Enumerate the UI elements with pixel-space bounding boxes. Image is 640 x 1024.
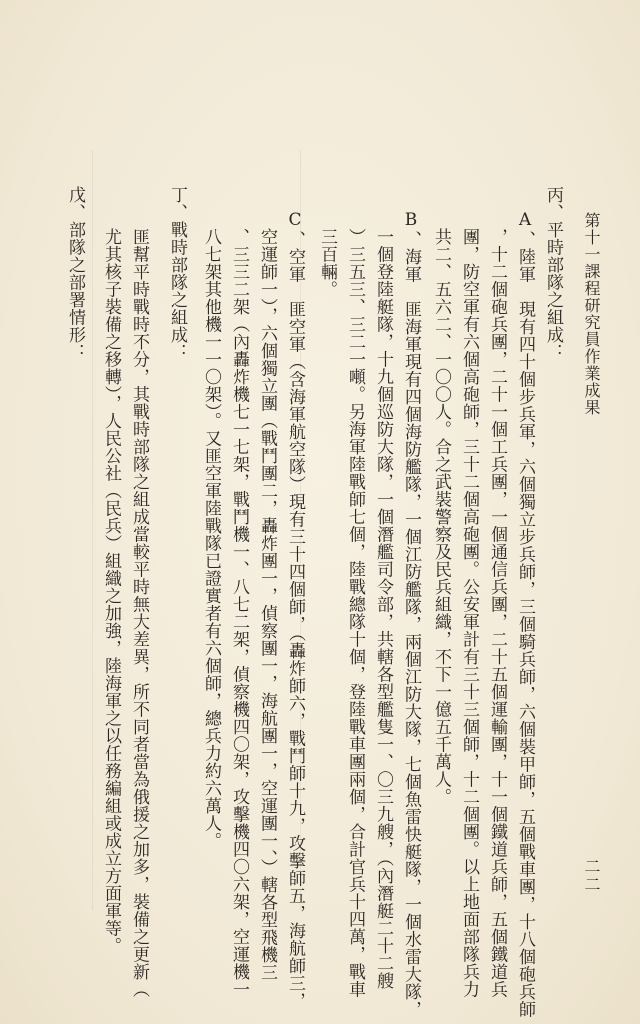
- section-heading-ding: 丁、戰時部隊之組成：: [167, 186, 187, 361]
- text-column: B、海軍 匪海軍現有四個海防艦隊，一個江防艦隊，兩個江防大隊，七個魚雷快艇隊，一個水雷大隊，: [401, 210, 421, 1018]
- text-column: 空運師一），六個獨立團（戰鬥團二，轟炸團一，偵察團一，海航團一，空運團一、）轄各型飛機三: [257, 228, 277, 981]
- text-column: A、陸軍 現有四十個步兵軍，六個獨立步兵師，三個騎兵師，六個裝甲師，五個戰車團，十八個砲兵師: [515, 210, 535, 1018]
- text-column: 匪幫平時戰時不分，其戰時部隊之組成當較平時無大差異，所不同者當為俄援之加多，裝備之更新（: [129, 228, 149, 998]
- running-header: 第十一課程研究員作業成果: [582, 212, 601, 416]
- text-column: C、空軍 匪空軍（含海軍航空隊）現有三十四個師，（轟炸師六，戰鬥師十九，攻擊師五，海航師三，: [285, 210, 305, 1010]
- page-number: 二二: [582, 858, 601, 894]
- bleed-through-line: [92, 150, 93, 910]
- section-heading-wu: 戊、部隊之部署情形：: [65, 186, 85, 361]
- text-column: 團，防空軍有六個高砲師，三十二個高砲團。公安軍計有三十三個師，十二個團。以上地面部隊兵力: [459, 228, 479, 998]
- text-column: 一個登陸艇隊，十九個巡防大隊，一個潛艦司令部，共轄各型艦隻一、〇三九艘，（內潛艇二十二艘: [373, 228, 393, 990]
- text-column: ，十二個砲兵團，二十一個工兵團，一個通信兵團，二十五個運輸團，十一個鐵道兵師，五個鐵道兵: [487, 228, 507, 998]
- text-column: 共二、五六二、一〇〇人。合之武裝警察及民兵組織，不下一億五千萬人。: [431, 228, 451, 806]
- text-column: 、三三二架（內轟炸機七一七架，戰鬥機一、八七二架，偵察機四〇架，攻擊機四〇六架，空運機一: [229, 228, 249, 998]
- text-column: 八七架其他機一一〇架）。又匪空軍陸戰隊已證實者有六個師，總兵力約六萬人。: [201, 228, 221, 850]
- text-column: 尤其核子裝備之移轉），人民公社（民兵）組織之加強，陸海軍之以任務編組或成立方面軍等。: [101, 228, 121, 955]
- text-column: ）三五三、三二一噸。另海軍陸戰師七個，陸戰總隊十個，登陸戰車團兩個，合計官兵十四萬，戰車: [345, 228, 365, 998]
- section-heading-bing: 丙、平時部隊之組成：: [543, 186, 563, 361]
- text-column: 三百輛。: [317, 228, 337, 298]
